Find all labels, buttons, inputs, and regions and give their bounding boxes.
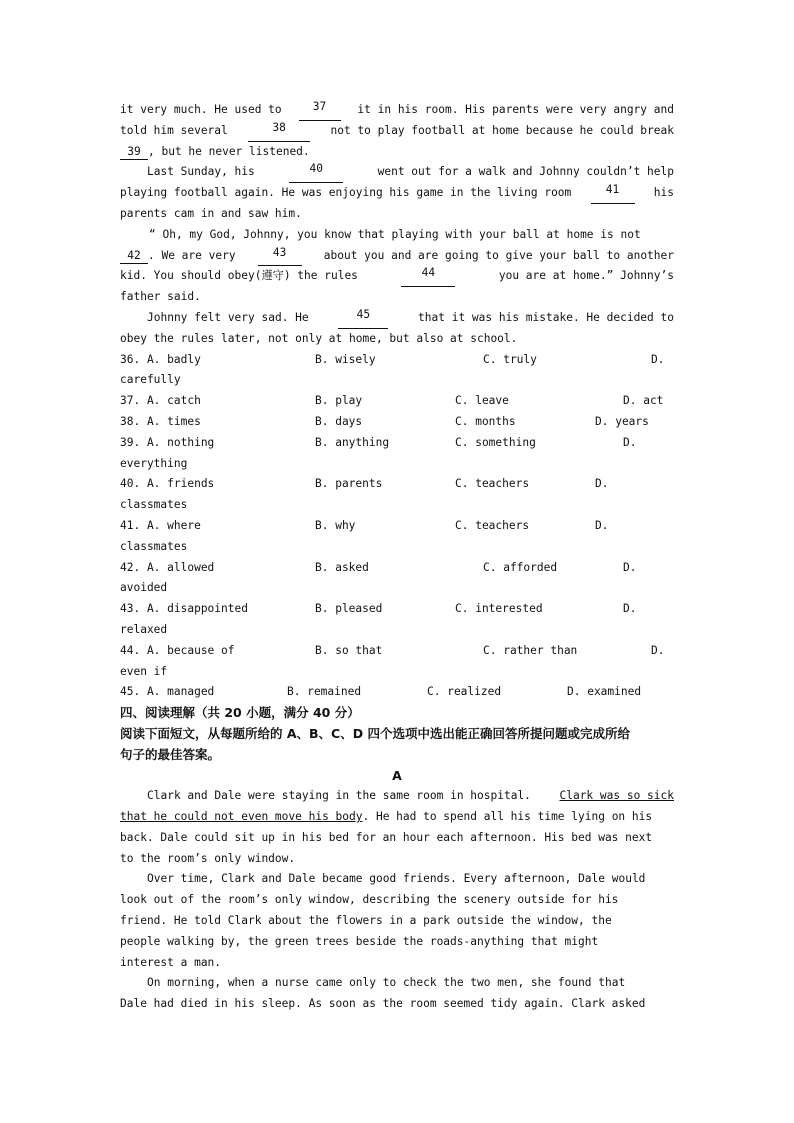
option-row-36 (120, 350, 674, 371)
option-b: B. remained (287, 685, 362, 699)
text: not to play football at home because he could break (330, 123, 674, 137)
text: Last Sunday, his (147, 165, 255, 179)
option-c: C. afforded (483, 560, 558, 574)
text: you are at home.” Johnny’s (498, 269, 674, 283)
option-d-text: relaxed (120, 622, 168, 636)
text: people walking by, the green trees beside the roads-anything that might (120, 934, 599, 948)
text: Johnny felt very sad. He (147, 310, 309, 324)
option-d: D. (623, 560, 637, 574)
passage-line: back. Dale could sit up in his bed for an hour each afternoon. His bed was next (120, 830, 653, 844)
option-b: B. so that (315, 643, 383, 657)
option-row-42 (120, 558, 674, 579)
option-d: D. (595, 477, 609, 491)
option-b: B. wisely (315, 352, 376, 366)
option-d-text: even if (120, 664, 168, 678)
option-b: B. play (315, 394, 363, 408)
blank-44: 44 (401, 266, 455, 287)
blank-39: 39 (120, 145, 148, 160)
section-title: 四、阅读理解（共 20 小题，满分 40 分） (120, 705, 360, 721)
cloze-line (120, 183, 674, 204)
option-c: C. leave (455, 394, 509, 408)
cloze-line (120, 121, 674, 142)
option-d: D. years (595, 414, 649, 428)
passage-line: Over time, Clark and Dale became good friends. Every afternoon, Dale would (147, 872, 646, 886)
section-instructions: 阅读下面短文，从每题所给的 A、B、C、D 四个选项中选出能正确回答所提问题或完成所给 (120, 725, 630, 741)
option-row-39 (120, 433, 674, 454)
cloze-line (120, 266, 674, 287)
option-d-text: classmates (120, 498, 188, 512)
blank-45: 45 (338, 308, 388, 329)
text: his (653, 186, 674, 200)
text: about you and are going to give your ball to another (323, 248, 674, 262)
option-row-41 (120, 516, 674, 537)
option-c: C. rather than (483, 643, 578, 657)
option-c: C. teachers (455, 518, 530, 532)
cloze-line: obey the rules later, not only at home, but also at school. (120, 331, 518, 345)
passage-line (120, 807, 674, 828)
cloze-line: father said. (120, 290, 201, 304)
blank-38: 38 (248, 121, 310, 142)
option-d: D. (651, 352, 665, 366)
option-b: B. asked (315, 560, 369, 574)
text: . We are very (148, 248, 236, 262)
option-b: B. why (315, 518, 356, 532)
text: it very much. He used to (120, 103, 282, 116)
cloze-line (120, 308, 674, 329)
option-d: D. (623, 602, 637, 616)
option-c: C. truly (483, 352, 537, 366)
option-c: C. realized (427, 685, 502, 699)
passage-line: interest a man. (120, 955, 222, 969)
blank-37: 37 (299, 100, 341, 121)
option-row-43 (120, 599, 674, 620)
cloze-line: “ Oh, my God, Johnny, you know that playing with your ball at home is not (149, 227, 641, 241)
option-c: C. interested (455, 602, 543, 616)
option-c: C. teachers (455, 477, 530, 491)
passage-line: On morning, when a nurse came only to check the two men, she found that (147, 976, 626, 990)
option-row-37 (120, 391, 674, 412)
text: friend. He told Clark about the flowers in a park outside the window, the (120, 914, 612, 928)
option-row-45 (120, 682, 674, 703)
option-a: 38. A. times (120, 414, 201, 428)
option-a: 42. A. allowed (120, 560, 215, 574)
option-row-38 (120, 412, 674, 433)
blank-40: 40 (289, 162, 343, 183)
text: told him several (120, 123, 228, 137)
option-c: C. months (455, 414, 516, 428)
document-page (120, 100, 674, 1015)
blank-41: 41 (591, 183, 635, 204)
text: look out of the room’s only window, describing the scenery outside for his (120, 893, 619, 907)
option-a: 40. A. friends (120, 477, 215, 491)
option-a: 39. A. nothing (120, 435, 215, 449)
option-b: B. pleased (315, 602, 383, 616)
option-a: 41. A. where (120, 518, 201, 532)
option-d-text: avoided (120, 581, 168, 595)
text: it in his room. His parents were very angry and (357, 103, 674, 116)
option-row-40 (120, 474, 674, 495)
option-d: D. act (623, 394, 664, 408)
text: , but he never listened. (148, 144, 310, 158)
option-b: B. days (315, 414, 363, 428)
option-d: D. (651, 643, 665, 657)
option-d: D. examined (567, 685, 642, 699)
text: kid. You should obey(遵守) the rules (120, 269, 358, 283)
option-a: 43. A. disappointed (120, 602, 248, 616)
blank-43: 43 (258, 246, 302, 267)
text: that it was his mistake. He decided to (418, 310, 674, 324)
text: playing football again. He was enjoying his game in the living room (120, 186, 572, 200)
underlined-text: that he could not even move his body (120, 810, 363, 824)
option-a: 36. A. badly (120, 352, 201, 366)
section-instructions: 句子的最佳答案。 (120, 746, 221, 762)
option-b: B. parents (315, 477, 383, 491)
cloze-line (120, 246, 674, 267)
cloze-line (120, 100, 674, 121)
option-a: 45. A. managed (120, 685, 215, 699)
text: Clark and Dale were staying in the same room in hospital. (147, 789, 531, 803)
option-d: D. (595, 518, 609, 532)
cloze-line (120, 162, 674, 183)
passage-line (120, 786, 674, 807)
passage-line (120, 890, 674, 911)
option-d-text: carefully (120, 373, 181, 387)
option-d-text: classmates (120, 539, 188, 553)
text: went out for a walk and Johnny couldn’t help (377, 165, 674, 179)
text: . He had to spend all his time lying on his (362, 810, 653, 824)
option-d: D. (623, 435, 637, 449)
option-b: B. anything (315, 435, 390, 449)
option-c: C. something (455, 435, 536, 449)
blank-42: 42 (120, 249, 148, 264)
passage-label: A (392, 767, 402, 783)
option-a: 44. A. because of (120, 643, 235, 657)
passage-line: Dale had died in his sleep. As soon as the room seemed tidy again. Clark asked (120, 997, 646, 1011)
passage-line (120, 911, 674, 932)
option-a: 37. A. catch (120, 394, 201, 408)
option-row-44 (120, 641, 674, 662)
cloze-line: parents cam in and saw him. (120, 206, 302, 220)
underlined-text: Clark was so sick (559, 789, 674, 803)
option-d-text: everything (120, 456, 188, 470)
cloze-line (120, 142, 674, 163)
passage-line: to the room’s only window. (120, 851, 296, 865)
passage-line (120, 932, 674, 953)
